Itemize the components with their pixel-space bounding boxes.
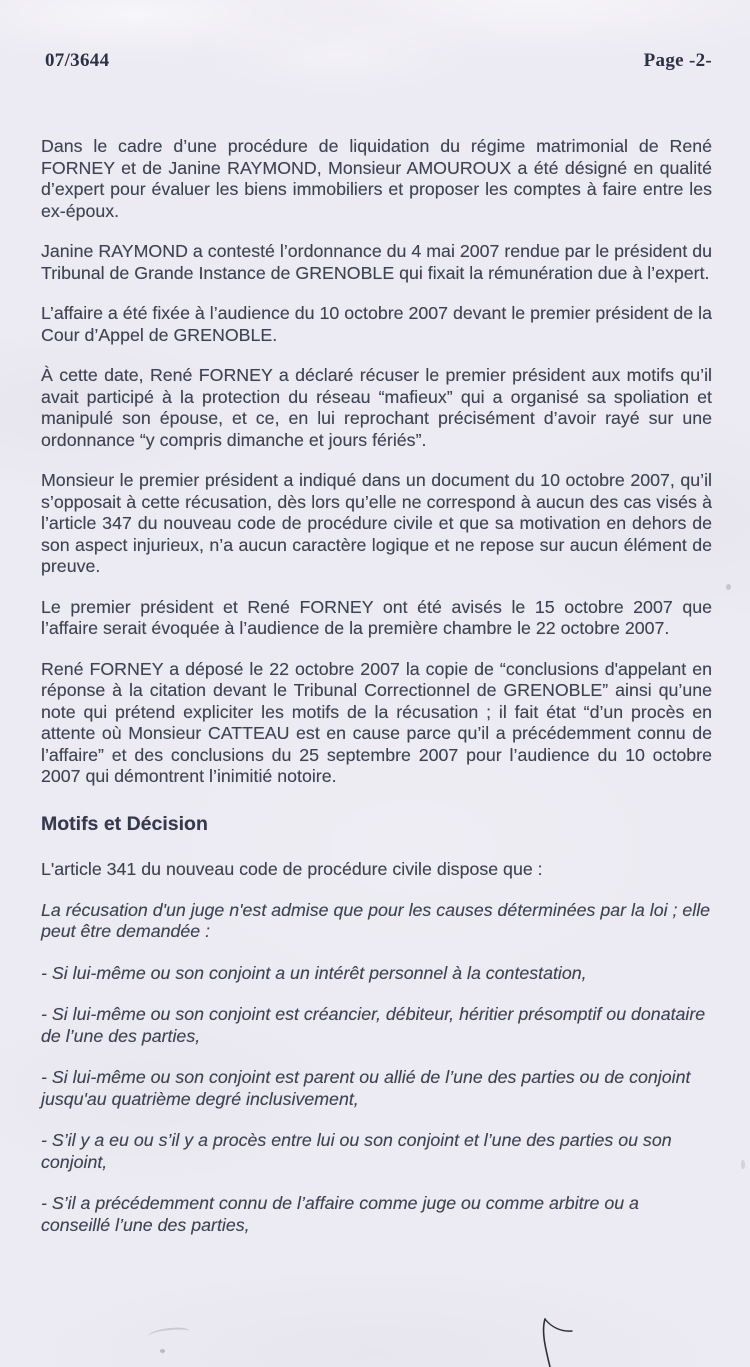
faint-pencil-dot (160, 1349, 165, 1353)
paragraph-liquidation: Dans le cadre d’une procédure de liquidation du régime matrimonial de René FORNEY et de Janine RAYMOND, Monsieur AMOUROUX a été désigné en qualité d’expert pour évaluer les biens immobiliers et proposer les comptes à faire entre les ex-époux. (41, 136, 712, 221)
quote-recusation-intro: La récusation d'un juge n'est admise que pour les causes déterminées par la loi ; elle peut être demandée : (41, 899, 711, 941)
page-number-label: Page -2- (643, 50, 712, 71)
paragraph-depot-conclusions: René FORNEY a déposé le 22 octobre 2007 la copie de “conclusions d'appelant en réponse à la citation devant le Tribunal Correctionnel de GRENOBLE” ainsi qu’une note qui prétend expliciter les motifs de la récusation ; il fait état “d’un procès en attente où Monsieur CATTEAU est en cause parce qu’il a précédemment connu de l’affaire” et des conclusions du 25 septembre 2007 pour l’audience du 10 octobre 2007 qui démontrent l’inimitié notoire. (41, 658, 712, 786)
doc-number: 07/3644 (45, 50, 110, 71)
scan-artifact-dot (741, 1160, 745, 1169)
list-item-precedemment-connu: - S’il a précédemment connu de l’affaire comme juge ou comme arbitre ou a conseillé l’une des parties, (41, 1193, 639, 1235)
paragraph-opposition-president: Monsieur le premier président a indiqué dans un document du 10 octobre 2007, qu’il s’opposait à cette récusation, dès lors qu’elle ne correspond à aucun des cas visés à l’article 347 du nouveau code de procédure civile et que sa motivation en dehors de son aspect injurieux, n’a aucun caractère logique et ne repose sur aucun élément de preuve. (41, 470, 712, 576)
paragraph-article-341: L'article 341 du nouveau code de procédure civile dispose que : (41, 859, 543, 879)
list-item-interet-personnel: - Si lui-même ou son conjoint a un intérêt personnel à la contestation, (41, 962, 587, 983)
paragraph-contestation: Janine RAYMOND a contesté l’ordonnance du 4 mai 2007 rendue par le président du Tribunal de Grande Instance de GRENOBLE qui fixait la rémunération due à l’expert. (41, 241, 712, 283)
document-body (41, 136, 712, 1256)
list-item-parent-allie: - Si lui-même ou son conjoint est parent ou allié de l’une des parties ou de conjoint jusqu'au quatrième degré inclusivement, (41, 1067, 691, 1109)
faint-pencil-scribble (148, 1327, 191, 1342)
page-header (45, 50, 712, 72)
paragraph-audience-fixee: L’affaire a été fixée à l’audience du 10 octobre 2007 devant le premier président de la Cour d’Appel de GRENOBLE. (41, 303, 712, 345)
list-item-proces-entre: - S’il y a eu ou s’il y a procès entre lui ou son conjoint et l’une des parties ou son conjoint, (41, 1130, 672, 1172)
paragraph-recusation-motifs: À cette date, René FORNEY a déclaré récuser le premier président aux motifs qu’il avait participé à la protection du réseau “mafieux” qui a organisé sa spoliation et manipulé son épouse, et ce, en lui reprochant précisément d’avoir rayé sur une ordonnance “y compris dimanche et jours fériés”. (41, 365, 712, 450)
paragraph-avis-15-octobre: Le premier président et René FORNEY ont été avisés le 15 octobre 2007 que l’affaire serait évoquée à l’audience de la première chambre le 22 octobre 2007. (41, 596, 712, 638)
scan-artifact-dot (726, 584, 731, 590)
section-heading-motifs-decision: Motifs et Décision (41, 812, 208, 835)
list-item-creancier-debiteur: - Si lui-même ou son conjoint est créancier, débiteur, héritier présomptif ou donataire de l’une des parties, (41, 1004, 706, 1046)
